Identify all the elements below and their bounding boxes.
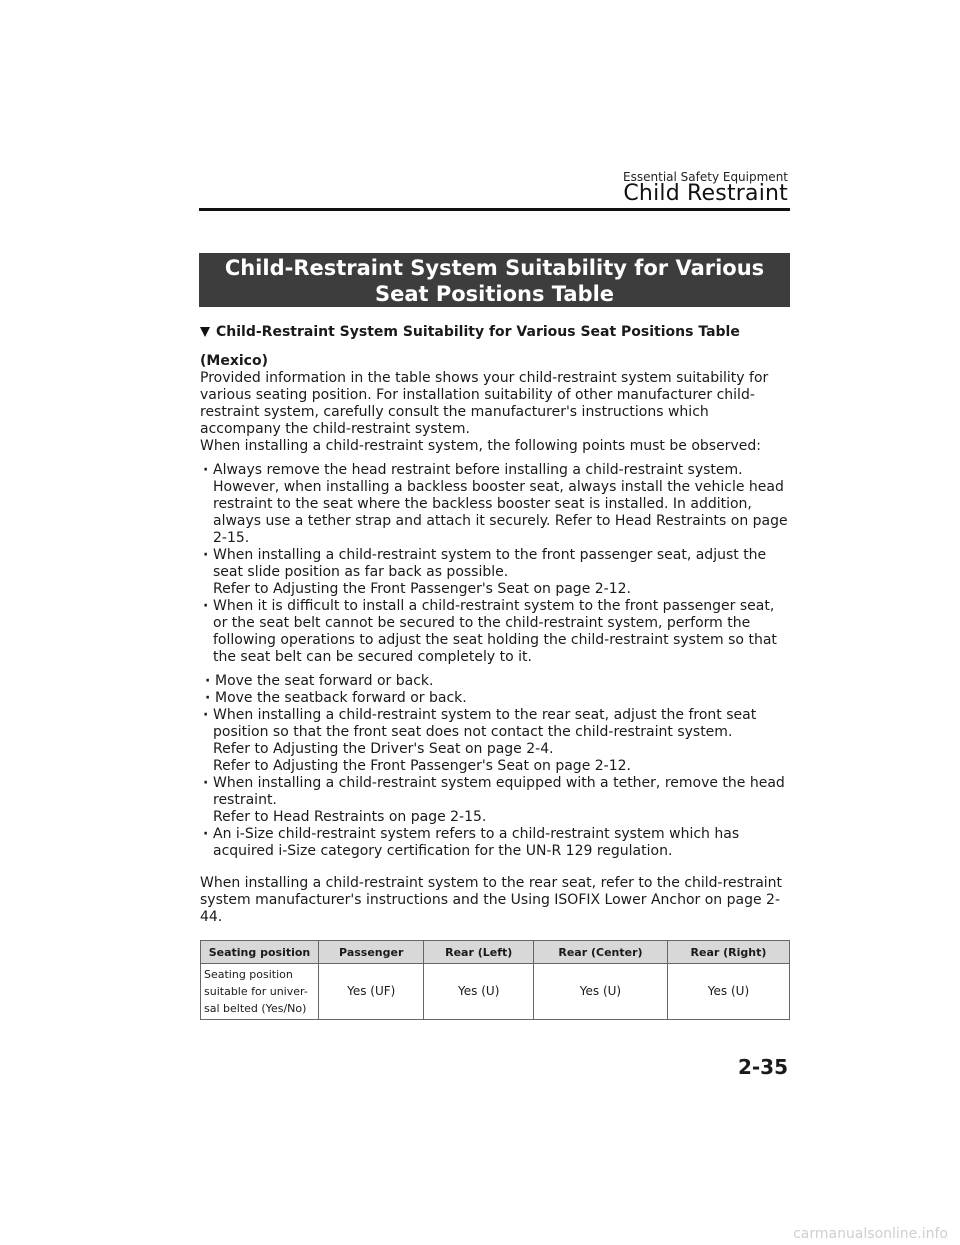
suitability-table	[200, 940, 790, 1020]
list-item: · Move the seat forward or back.	[202, 673, 790, 690]
list-item-text: When installing a child-restraint system equipped with a tether, remove the head restraint.	[213, 775, 785, 808]
list-item	[200, 775, 790, 826]
reference-text: Refer to Adjusting the Driver's Seat on page 2-4.	[213, 741, 554, 757]
table-header-row	[201, 941, 790, 964]
list-item: · An i-Size child-restraint system refers to a child-restraint system which has acquired i-Size category certification for the UN-R 129 regulation.	[200, 826, 790, 860]
list-item: · Always remove the head restraint before installing a child-restraint system. However, when installing a backless booster seat, always install the vehicle head restraint to the seat where the backless booster seat is installed. In addition, always use a tether strap and attach it securely. Refer to Head Restraints on page 2-15.	[200, 462, 790, 547]
table-header-cell: Rear (Left)	[424, 941, 534, 964]
content	[200, 324, 790, 1020]
table-row	[201, 964, 790, 1020]
closing-paragraph: When installing a child-restraint system to the rear seat, refer to the child-restraint system manufacturer's instructions and the Using ISOFIX Lower Anchor on page 2-44.	[200, 875, 783, 925]
table-header-cell: Passenger	[319, 941, 424, 964]
table-header-cell: Rear (Center)	[533, 941, 667, 964]
list-item: · Move the seatback forward or back.	[202, 690, 790, 707]
sub-bullet-list	[202, 673, 790, 707]
reference-text: Refer to Adjusting the Front Passenger's Seat on page 2-12.	[213, 758, 631, 774]
page-number: 2-35	[737, 1055, 788, 1079]
list-item-text: When installing a child-restraint system to the rear seat, adjust the front seat position so that the front seat does not contact the child-restraint system.	[213, 707, 757, 740]
triangle-down-icon	[200, 327, 210, 337]
watermark: carmanualsonline.info	[793, 1226, 948, 1242]
section-banner: Child-Restraint System Suitability for Various Seat Positions Table	[199, 253, 790, 307]
list-item	[200, 707, 790, 775]
bullet-list	[200, 707, 790, 860]
bullet-list	[200, 462, 790, 666]
table-cell: Yes (UF)	[319, 964, 424, 1020]
reference-text: Refer to Head Restraints on page 2-15.	[213, 809, 487, 825]
region-label: (Mexico)	[200, 353, 268, 369]
table-header-cell: Seating position	[201, 941, 319, 964]
table-cell: Yes (U)	[424, 964, 534, 1020]
reference-text: Refer to Adjusting the Front Passenger's Seat on page 2-12.	[213, 581, 631, 597]
header-chapter: Child Restraint	[623, 181, 788, 206]
header-section: Essential Safety Equipment	[623, 170, 788, 184]
table-cell: Yes (U)	[533, 964, 667, 1020]
subheading	[200, 324, 790, 341]
list-item	[200, 547, 790, 598]
subheading-text: Child-Restraint System Suitability for Various Seat Positions Table	[216, 324, 740, 340]
list-item-text: When installing a child-restraint system to the front passenger seat, adjust the seat slide position as far back as possible.	[213, 547, 767, 580]
header-rule	[199, 208, 790, 211]
intro-instruction: When installing a child-restraint system, the following points must be observed:	[200, 438, 761, 454]
row-label-cell: Seating position suitable for univer-sal belted (Yes/No)	[201, 964, 319, 1020]
list-item: · When it is difficult to install a child-restraint system to the front passenger seat, or the seat belt cannot be secured to the child-restraint system, perform the following operations to adjust the seat holding the child-restraint system so that the seat belt can be secured completely to it.	[200, 598, 790, 666]
table-cell: Yes (U)	[667, 964, 789, 1020]
table-header-cell: Rear (Right)	[667, 941, 789, 964]
intro-paragraph: Provided information in the table shows your child-restraint system suitability for various seating position. For installation suitability of other manufacturer child-restraint system, carefully consult the manufacturer's instructions which accompany the child-restraint system.	[200, 370, 769, 437]
